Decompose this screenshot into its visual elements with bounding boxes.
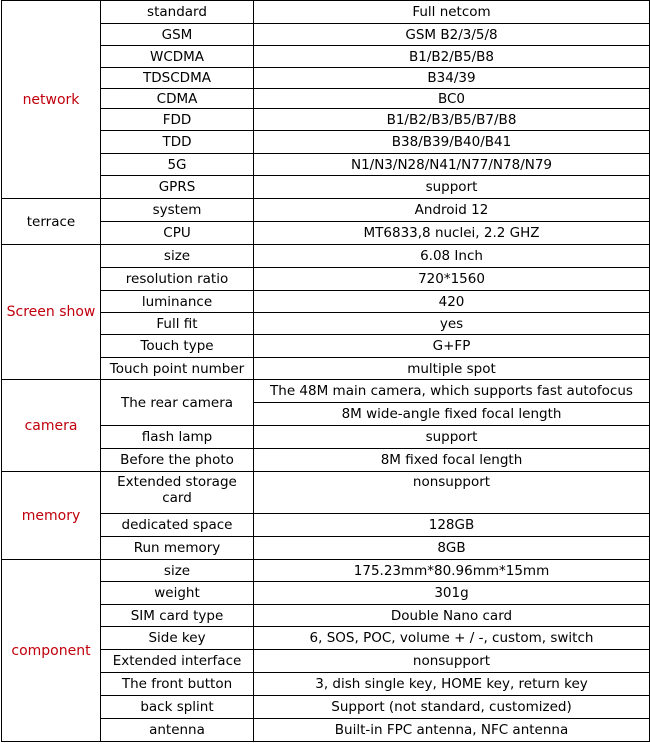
spec-label: size — [101, 245, 254, 268]
group-component: component — [2, 560, 101, 742]
spec-value: 301g — [254, 582, 650, 605]
table-row — [2, 1, 650, 24]
spec-value: 6, SOS, POC, volume + / -, custom, switch — [254, 627, 650, 650]
spec-value: multiple spot — [254, 358, 650, 380]
spec-label: GPRS — [101, 176, 254, 199]
spec-value: 720*1560 — [254, 268, 650, 291]
spec-value: B1/B2/B5/B8 — [254, 46, 650, 68]
spec-label: 5G — [101, 154, 254, 176]
spec-value: The 48M main camera, which supports fast autofocus — [254, 380, 650, 403]
spec-label: standard — [101, 1, 254, 24]
table-row — [2, 199, 650, 222]
spec-label: Extended interface — [101, 650, 254, 673]
table-row — [2, 245, 650, 268]
spec-label: dedicated space — [101, 514, 254, 537]
spec-label: The rear camera — [101, 380, 254, 426]
spec-label: TDD — [101, 131, 254, 154]
spec-value: 175.23mm*80.96mm*15mm — [254, 560, 650, 582]
spec-label: weight — [101, 582, 254, 605]
spec-value: B38/B39/B40/B41 — [254, 131, 650, 154]
spec-label: FDD — [101, 109, 254, 131]
group-memory: memory — [2, 472, 101, 560]
spec-label: Touch point number — [101, 358, 254, 380]
spec-label: Touch type — [101, 335, 254, 358]
spec-value: B1/B2/B3/B5/B7/B8 — [254, 109, 650, 131]
spec-value: Android 12 — [254, 199, 650, 222]
spec-label: luminance — [101, 291, 254, 313]
spec-value: 420 — [254, 291, 650, 313]
spec-value: 6.08 Inch — [254, 245, 650, 268]
spec-label: CPU — [101, 222, 254, 245]
spec-value: Full netcom — [254, 1, 650, 24]
spec-value: yes — [254, 313, 650, 335]
spec-label: resolution ratio — [101, 268, 254, 291]
spec-value: G+FP — [254, 335, 650, 358]
spec-value: Double Nano card — [254, 605, 650, 627]
spec-label: back splint — [101, 696, 254, 719]
spec-value: 8M fixed focal length — [254, 449, 650, 472]
spec-label: Run memory — [101, 537, 254, 560]
spec-value: nonsupport — [254, 650, 650, 673]
group-screen-show: Screen show — [2, 245, 101, 380]
spec-value: 8GB — [254, 537, 650, 560]
spec-value: support — [254, 176, 650, 199]
spec-label: GSM — [101, 24, 254, 46]
spec-label: Extended storage card — [101, 472, 254, 514]
spec-table — [1, 0, 650, 742]
spec-value: support — [254, 426, 650, 449]
spec-label: system — [101, 199, 254, 222]
spec-label: The front button — [101, 673, 254, 696]
spec-value: MT6833,8 nuclei, 2.2 GHZ — [254, 222, 650, 245]
group-camera: camera — [2, 380, 101, 472]
spec-value: 128GB — [254, 514, 650, 537]
spec-label: flash lamp — [101, 426, 254, 449]
table-row — [2, 560, 650, 582]
table-row — [2, 472, 650, 514]
spec-value: Support (not standard, customized) — [254, 696, 650, 719]
spec-value: nonsupport — [254, 472, 650, 514]
spec-label: antenna — [101, 719, 254, 742]
spec-value: B34/39 — [254, 68, 650, 89]
spec-label: Full fit — [101, 313, 254, 335]
spec-value: GSM B2/3/5/8 — [254, 24, 650, 46]
group-network: network — [2, 1, 101, 199]
table-row — [2, 380, 650, 403]
spec-label: CDMA — [101, 89, 254, 109]
group-terrace: terrace — [2, 199, 101, 245]
spec-label: size — [101, 560, 254, 582]
spec-value: BC0 — [254, 89, 650, 109]
spec-value: N1/N3/N28/N41/N77/N78/N79 — [254, 154, 650, 176]
spec-value: 3, dish single key, HOME key, return key — [254, 673, 650, 696]
spec-label: WCDMA — [101, 46, 254, 68]
spec-label: Before the photo — [101, 449, 254, 472]
spec-value: 8M wide-angle fixed focal length — [254, 403, 650, 426]
spec-value: Built-in FPC antenna, NFC antenna — [254, 719, 650, 742]
spec-label: SIM card type — [101, 605, 254, 627]
spec-label: Side key — [101, 627, 254, 650]
spec-label: TDSCDMA — [101, 68, 254, 89]
